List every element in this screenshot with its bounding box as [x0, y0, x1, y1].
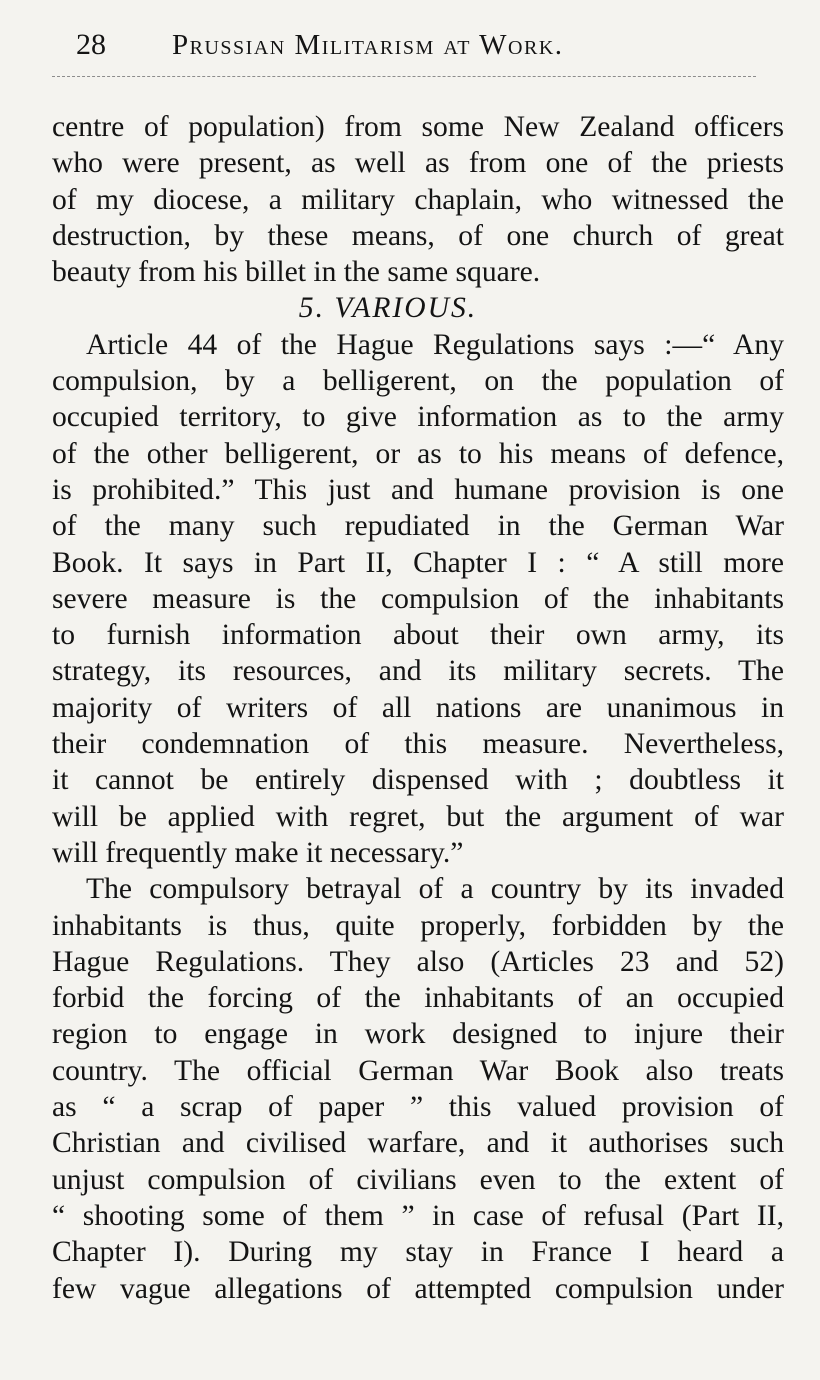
text-line: centre of population) from some New Zealand officers	[52, 111, 784, 143]
text-line: The compulsory betrayal of a country by its invaded	[86, 873, 784, 906]
text-line: unjust compulsion of civilians even to the extent of	[52, 1163, 784, 1196]
text-line: of the many such repudiated in the German War	[52, 510, 784, 543]
paragraph-continued	[52, 109, 784, 290]
text-line: Article 44 of the Hague Regulations says :—“ Any	[86, 328, 784, 361]
text-line: as “ a scrap of paper ” this valued provision of	[52, 1091, 784, 1124]
text-line: forbid the forcing of the inhabitants of an occupied	[52, 982, 784, 1015]
text-line: will be applied with regret, but the argument of war	[52, 800, 784, 833]
page-number: 28	[76, 28, 106, 61]
section-heading: 5. VARIOUS.	[298, 292, 478, 325]
paragraph-compulsory-betrayal	[52, 871, 784, 1307]
text-line: Book. It says in Part II, Chapter I : “ A still more	[52, 546, 784, 579]
text-line: it cannot be entirely dispensed with ; doubtless it	[52, 764, 784, 797]
text-line: who were present, as well as from one of the priests	[52, 147, 784, 180]
text-line: “ shooting some of them ” in case of refusal (Part II,	[52, 1199, 784, 1232]
text-line: compulsion, by a belligerent, on the population of	[52, 365, 784, 398]
text-line: few vague allegations of attempted compulsion under	[52, 1272, 784, 1305]
paragraph-article-44	[52, 327, 784, 871]
text-line: will frequently make it necessary.”	[52, 836, 464, 869]
text-line: is prohibited.” This just and humane provision is one	[52, 473, 784, 506]
running-title: Prussian Militarism at Work.	[172, 29, 564, 61]
text-line: to furnish information about their own army, its	[52, 619, 784, 652]
running-head	[76, 26, 730, 64]
header-divider	[52, 76, 756, 77]
text-line: Christian and civilised warfare, and it authorises such	[52, 1127, 784, 1160]
text-line: beauty from his billet in the same square.	[52, 256, 541, 289]
text-line: inhabitants is thus, quite properly, forbidden by the	[52, 909, 784, 942]
text-line: strategy, its resources, and its military secrets. The	[52, 655, 784, 688]
page-body	[52, 109, 784, 1307]
text-line: region to engage in work designed to injure their	[52, 1018, 784, 1051]
text-line: of the other belligerent, or as to his means of defence,	[52, 437, 784, 470]
text-line: of my diocese, a military chaplain, who witnessed the	[52, 183, 784, 216]
text-line: country. The official German War Book also treats	[52, 1054, 784, 1087]
text-line: majority of writers of all nations are unanimous in	[52, 691, 784, 724]
text-line: severe measure is the compulsion of the inhabitants	[52, 582, 784, 615]
text-line: destruction, by these means, of one church of great	[52, 219, 784, 252]
text-line: Chapter I). During my stay in France I heard a	[52, 1236, 784, 1269]
text-line: occupied territory, to give information as to the army	[52, 401, 784, 434]
text-line: their condemnation of this measure. Nevertheless,	[52, 728, 784, 761]
text-line: Hague Regulations. They also (Articles 23 and 52)	[52, 945, 784, 978]
